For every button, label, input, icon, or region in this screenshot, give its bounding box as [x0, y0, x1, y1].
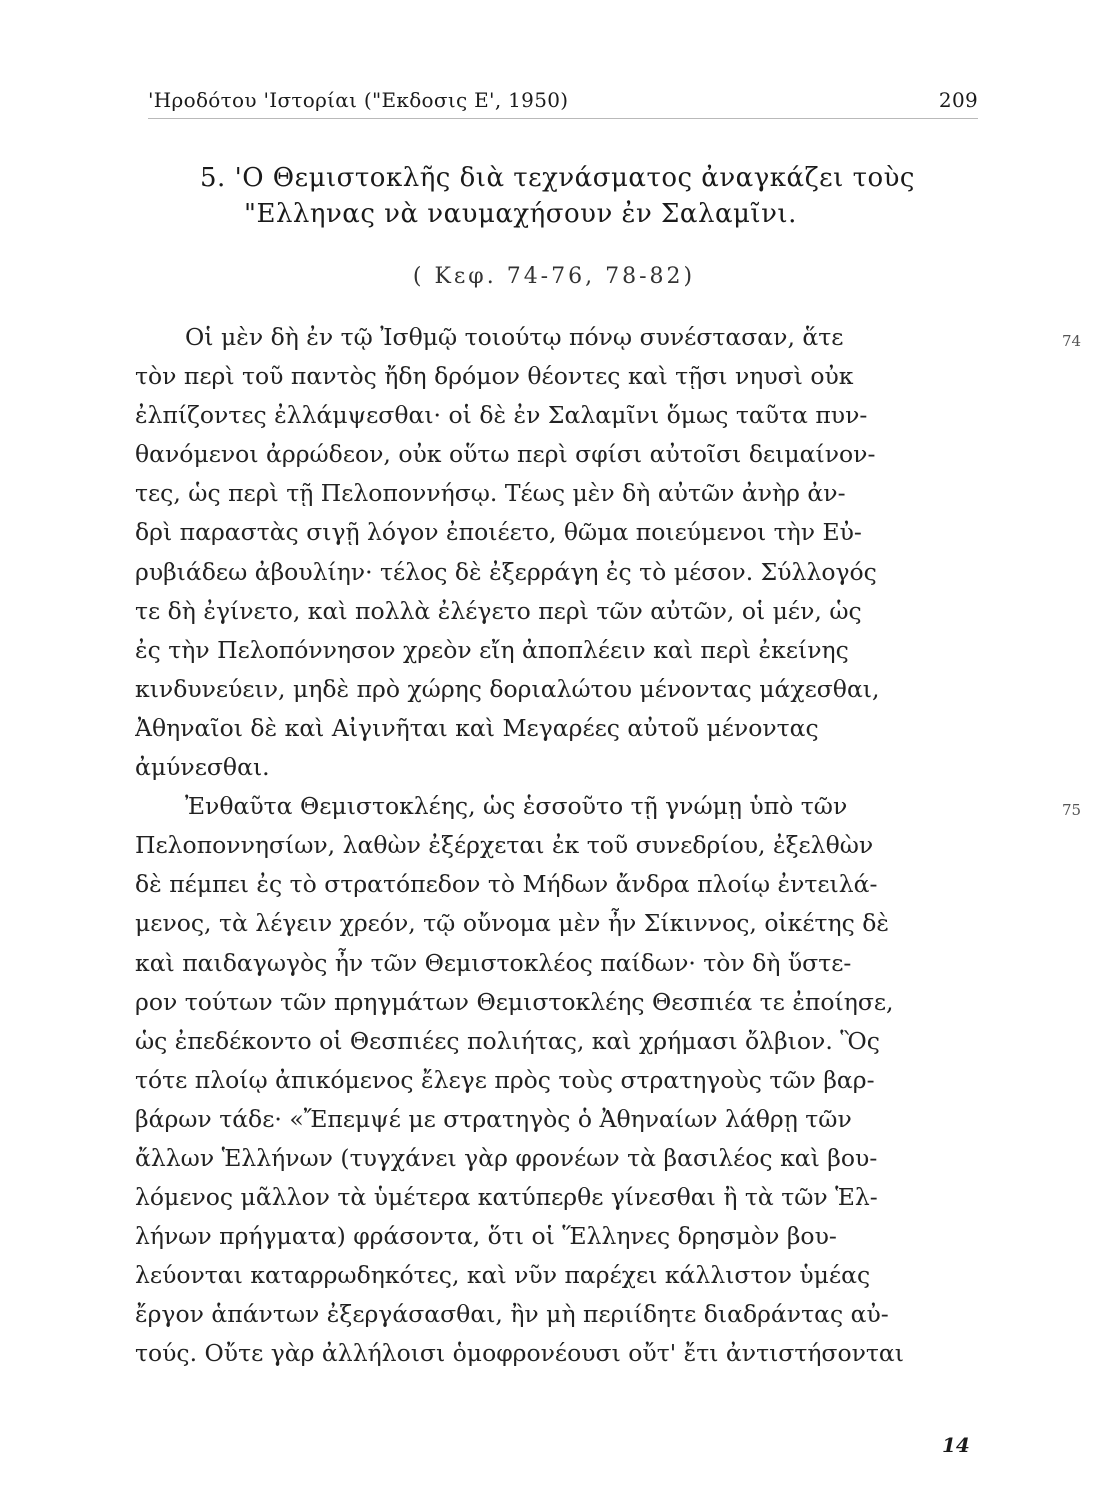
text-line: μενος, τὰ λέγειν χρεόν, τῷ οὔνομα μὲν ἦν Σίκιννος, οἰκέτης δὲ	[135, 909, 890, 938]
running-title: 'Ηροδότου 'Ιστορίαι ("Εκδοσις Ε', 1950)	[148, 88, 569, 112]
text-line: ἀμύνεσθαι.	[135, 753, 270, 782]
text-line: Οἱ μὲν δὴ ἐν τῷ Ἰσθμῷ τοιούτῳ πόνῳ συνέστασαν, ἅτε	[185, 323, 844, 351]
text-line: ἐς τὴν Πελοπόννησον χρεὸν εἴη ἀποπλέειν καὶ περὶ ἐκείνης	[135, 635, 849, 664]
chapter-reference: ( Κεφ. 74-76, 78-82)	[412, 264, 696, 289]
text-line: λήνων πρήγματα) φράσοντα, ὅτι οἱ Ἕλληνες δρησμὸν βου-	[135, 1222, 837, 1251]
text-line: ρον τούτων τῶν πρηγμάτων Θεμιστοκλέης Θεσπιέα τε ἐποίησε,	[135, 987, 894, 1016]
text-line: ἄλλων Ἑλλήνων (τυγχάνει γὰρ φρονέων τὰ βασιλέος καὶ βου-	[135, 1143, 878, 1172]
chapter-title-line-1: 5. 'Ο Θεμιστοκλῆς διὰ τεχνάσματος ἀναγκάζει τοὺς	[200, 163, 915, 193]
text-line: δρὶ παραστὰς σιγῇ λόγον ἐποιέετο, θῶμα ποιεύμενοι τὴν Εὐ-	[135, 518, 862, 547]
text-line: τες, ὡς περὶ τῇ Πελοποννήσῳ. Τέως μὲν δὴ αὐτῶν ἀνὴρ ἀν-	[135, 479, 846, 508]
text-line: λόμενος μᾶλλον τὰ ὑμέτερα κατύπερθε γίνεσθαι ἢ τὰ τῶν Ἑλ-	[135, 1183, 878, 1212]
text-line: ρυβιάδεω ἀβουλίην· τέλος δὲ ἐξερράγη ἐς τὸ μέσον. Σύλλογός	[135, 557, 877, 586]
chapter-title-line-2: "Ελληνας νὰ ναυμαχήσουν ἐν Σαλαμῖνι.	[244, 199, 797, 229]
text-line: δὲ πέμπει ἐς τὸ στρατόπεδον τὸ Μήδων ἄνδρα πλοίῳ ἐντειλά-	[135, 870, 878, 899]
text-line: Ἀθηναῖοι δὲ καὶ Αἰγινῆται καὶ Μεγαρέες αὐτοῦ μένοντας	[135, 713, 819, 742]
margin-chapter-number: 74	[1062, 332, 1082, 350]
page-number: 209	[938, 88, 978, 112]
text-line: τούς. Οὔτε γὰρ ἀλλήλοισι ὁμοφρονέουσι οὔτ' ἔτι ἀντιστήσονται	[135, 1339, 904, 1368]
body-text	[135, 318, 995, 1374]
text-line: ἐλπίζοντες ἐλλάμψεσθαι· οἱ δὲ ἐν Σαλαμῖνι ὅμως ταῦτα πυν-	[135, 401, 868, 430]
text-line: τότε πλοίῳ ἀπικόμενος ἔλεγε πρὸς τοὺς στρατηγοὺς τῶν βαρ-	[135, 1065, 875, 1094]
text-line: κινδυνεύειν, μηδὲ πρὸ χώρης δοριαλώτου μένοντας μάχεσθαι,	[135, 674, 880, 703]
margin-chapter-number: 75	[1062, 801, 1082, 819]
text-line: ἔργον ἁπάντων ἐξεργάσασθαι, ἢν μὴ περιίδητε διαδράντας αὐ-	[135, 1300, 889, 1329]
text-line: Πελοποννησίων, λαθὼν ἐξέρχεται ἐκ τοῦ συνεδρίου, ἐξελθὼν	[135, 831, 874, 860]
text-line: βάρων τάδε· «Ἔπεμψέ με στρατηγὸς ὁ Ἀθηναίων λάθρῃ τῶν	[135, 1104, 852, 1133]
signature-mark: 14	[942, 1433, 970, 1457]
text-line: ὡς ἐπεδέκοντο οἱ Θεσπιέες πολιήτας, καὶ χρήμασι ὄλβιον. Ὃς	[135, 1026, 880, 1055]
header-rule	[148, 118, 978, 119]
chapter-title	[200, 160, 980, 232]
text-line: θανόμενοι ἀρρώδεον, οὐκ οὕτω περὶ σφίσι αὐτοῖσι δειμαίνον-	[135, 440, 876, 469]
text-line: τε δὴ ἐγίνετο, καὶ πολλὰ ἐλέγετο περὶ τῶν αὐτῶν, οἱ μέν, ὡς	[135, 596, 862, 625]
text-line: καὶ παιδαγωγὸς ἦν τῶν Θεμιστοκλέος παίδων· τὸν δὴ ὕστε-	[135, 948, 852, 977]
text-line: τὸν περὶ τοῦ παντὸς ἤδη δρόμον θέοντες καὶ τῇσι νηυσὶ οὐκ	[135, 362, 854, 391]
running-header	[148, 88, 978, 112]
text-line: λεύονται καταρρωδηκότες, καὶ νῦν παρέχει κάλλιστον ὑμέας	[135, 1261, 871, 1290]
text-line: Ἐνθαῦτα Θεμιστοκλέης, ὡς ἑσσοῦτο τῇ γνώμῃ ὑπὸ τῶν	[185, 792, 848, 821]
